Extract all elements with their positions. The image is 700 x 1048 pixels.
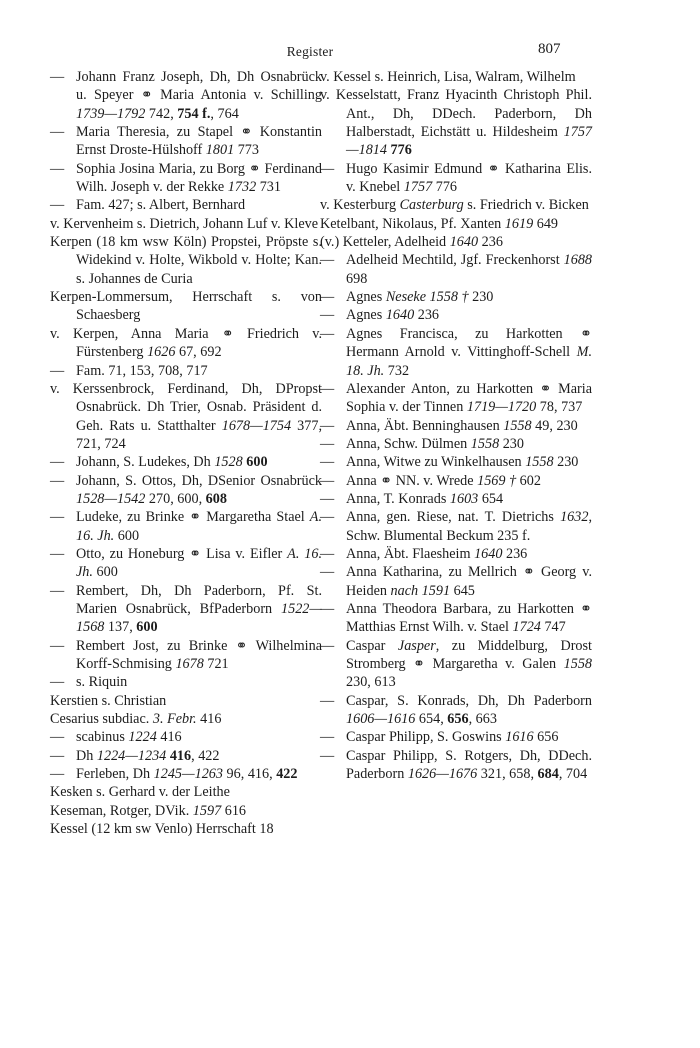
running-title: Register — [286, 44, 334, 59]
register-subentry: — Fam. 71, 153, 708, 717 — [50, 362, 208, 379]
register-column-left — [50, 68, 322, 838]
register-entry: v. Kesselstatt, Franz Hyacinth Christoph Phil. Ant., Dh, DDech. Paderborn, Dh Halberstadt, Eichstätt u. Hildesheim 1757—1814 776 — [320, 87, 592, 159]
register-entry: Ketelbant, Nikolaus, Pf. Xanten 1619 649 — [320, 215, 558, 232]
register-entry: Keseman, Rotger, DVik. 1597 616 — [50, 802, 246, 819]
register-subentry: — Sophia Josina Maria, zu Borg ⚭ Ferdinand Wilh. Joseph v. der Rekke 1732 731 — [50, 160, 323, 196]
register-subentry: — Anna, T. Konrads 1603 654 — [320, 490, 504, 507]
register-subentry: — Hugo Kasimir Edmund ⚭ Katharina Elis. v. Knebel 1757 776 — [320, 160, 592, 196]
marriage-symbol: ⚭ — [413, 656, 426, 672]
marriage-symbol: ⚭ — [522, 564, 535, 581]
register-subentry: — Caspar Philipp, S. Goswins 1616 656 — [320, 729, 559, 746]
register-subentry: — Anna, gen. Riese, nat. T. Dietrichs 1632, Schw. Blumental Beckum 235 f. — [320, 509, 592, 544]
register-entry: Kerpen (18 km wsw Köln) Propstei, Pröpste s. Widekind v. Holte, Wikbold v. Holte; Kan. s. Johannes de Curia — [50, 234, 322, 287]
register-subentry: — Caspar Philipp, S. Rotgers, Dh, DDech. Paderborn 1626—1676 321, 658, 684, 704 — [320, 747, 592, 783]
register-subentry: — Anna, Witwe zu Winkelhausen 1558 230 — [320, 454, 579, 471]
register-subentry: — Johann Franz Joseph, Dh, Dh Osnabrück u. Speyer ⚭ Maria Antonia v. Schilling 1739—1792 742, 754 f., 764 — [50, 69, 322, 122]
register-subentry: — Anna, Äbt. Flaesheim 1640 236 — [320, 545, 528, 562]
marriage-symbol: ⚭ — [380, 472, 393, 489]
register-subentry: — Adelheid Mechtild, Jgf. Freckenhorst 1688 698 — [320, 252, 592, 287]
register-subentry: — scabinus 1224 416 — [50, 729, 182, 746]
register-subentry: — Caspar Jasper, zu Middelburg, Drost Stromberg ⚭ Margaretha v. Galen 1558 230, 613 — [320, 637, 592, 691]
register-subentry: — Dh 1224—1234 416, 422 — [50, 747, 220, 764]
marriage-symbol: ⚭ — [580, 600, 592, 617]
marriage-symbol: ⚭ — [189, 545, 202, 562]
register-entry: v. Kerpen, Anna Maria ⚭ Friedrich v. Fürstenberg 1626 67, 692 — [50, 325, 322, 361]
marriage-symbol: ⚭ — [240, 124, 253, 141]
register-subentry: — Johann, S. Ottos, Dh, DSenior Osnabrück 1528—1542 270, 600, 608 — [50, 472, 322, 507]
register-subentry: — Caspar, S. Konrads, Dh, Dh Paderborn 1606—1616 654, 656, 663 — [320, 692, 592, 728]
register-entry: v. Kesterburg Casterburg s. Friedrich v. Bicken — [320, 197, 589, 214]
register-entry: Kessel (12 km sw Venlo) Herrschaft 18 — [50, 821, 274, 838]
register-entry: v. Kessel s. Heinrich, Lisa, Walram, Wilhelm — [320, 69, 576, 85]
register-subentry: — Maria Theresia, zu Stapel ⚭ Konstantin Ernst Droste-Hülshoff 1801 773 — [50, 124, 323, 159]
marriage-symbol: ⚭ — [221, 325, 234, 342]
register-entry: Kerpen-Lommersum, Herrschaft s. von Schaesberg — [50, 289, 322, 324]
marriage-symbol: ⚭ — [140, 87, 153, 104]
register-entry: Kerstien s. Christian — [50, 692, 167, 709]
register-subentry: — Ludeke, zu Brinke ⚭ Margaretha Stael A. 16. Jh. 600 — [50, 509, 323, 544]
page-number: 807 — [538, 41, 561, 57]
register-subentry: — Otto, zu Honeburg ⚭ Lisa v. Eifler A. 16. Jh. 600 — [50, 545, 323, 581]
marriage-symbol: ⚭ — [580, 325, 592, 342]
register-entry: (v.) Ketteler, Adelheid 1640 236 — [320, 234, 503, 251]
register-subentry: — Rembert, Dh, Dh Paderborn, Pf. St. Marien Osnabrück, BfPaderborn 1522—1568 137, 600 — [50, 582, 322, 636]
register-subentry: — Agnes Francisca, zu Harkotten ⚭ Hermann Arnold v. Vittinghoff-Schell M. 18. Jh. 732 — [320, 325, 592, 379]
register-entry: v. Kervenheim s. Dietrich, Johann Luf v. Kleve — [50, 215, 319, 232]
register-entry: Cesarius subdiac. 3. Febr. 416 — [50, 711, 222, 728]
marriage-symbol: ⚭ — [235, 637, 248, 654]
register-subentry: — Anna Katharina, zu Mellrich ⚭ Georg v. Heiden nach 1591 645 — [320, 564, 592, 599]
register-entry: Kesken s. Gerhard v. der Leithe — [50, 784, 230, 801]
register-entry: v. Kerssenbrock, Ferdinand, Dh, DPropst Osnabrück. Dh Trier, Osnab. Präsident d. Geh. Rats u. Statthalter 1678—1754 377, 721, 724 — [50, 380, 323, 452]
register-subentry: — Anna, Äbt. Benninghausen 1558 49, 230 — [320, 417, 578, 434]
register-subentry: — Ferleben, Dh 1245—1263 96, 416, 422 — [50, 766, 298, 783]
register-subentry: — Agnes Neseke 1558 † 230 — [320, 289, 494, 306]
register-subentry: — Alexander Anton, zu Harkotten ⚭ Maria Sophia v. der Tinnen 1719—1720 78, 737 — [320, 380, 592, 416]
register-subentry: — Rembert Jost, zu Brinke ⚭ Wilhelmina Korff-Schmising 1678 721 — [50, 637, 323, 672]
register-subentry: — Johann, S. Ludekes, Dh 1528 600 — [50, 454, 268, 471]
marriage-symbol: ⚭ — [248, 160, 261, 177]
register-subentry: — Fam. 427; s. Albert, Bernhard — [50, 197, 246, 214]
register-column-right — [320, 68, 592, 783]
register-subentry: — Agnes 1640 236 — [320, 307, 440, 324]
register-subentry: — Anna ⚭ NN. v. Wrede 1569 † 602 — [320, 472, 541, 489]
register-subentry: — Anna, Schw. Dülmen 1558 230 — [320, 435, 524, 452]
marriage-symbol: ⚭ — [189, 509, 202, 526]
register-subentry: — Anna Theodora Barbara, zu Harkotten ⚭ Matthias Ernst Wilh. v. Stael 1724 747 — [320, 600, 592, 636]
marriage-symbol: ⚭ — [539, 380, 552, 397]
register-subentry: — s. Riquin — [50, 674, 128, 691]
marriage-symbol: ⚭ — [487, 160, 500, 177]
